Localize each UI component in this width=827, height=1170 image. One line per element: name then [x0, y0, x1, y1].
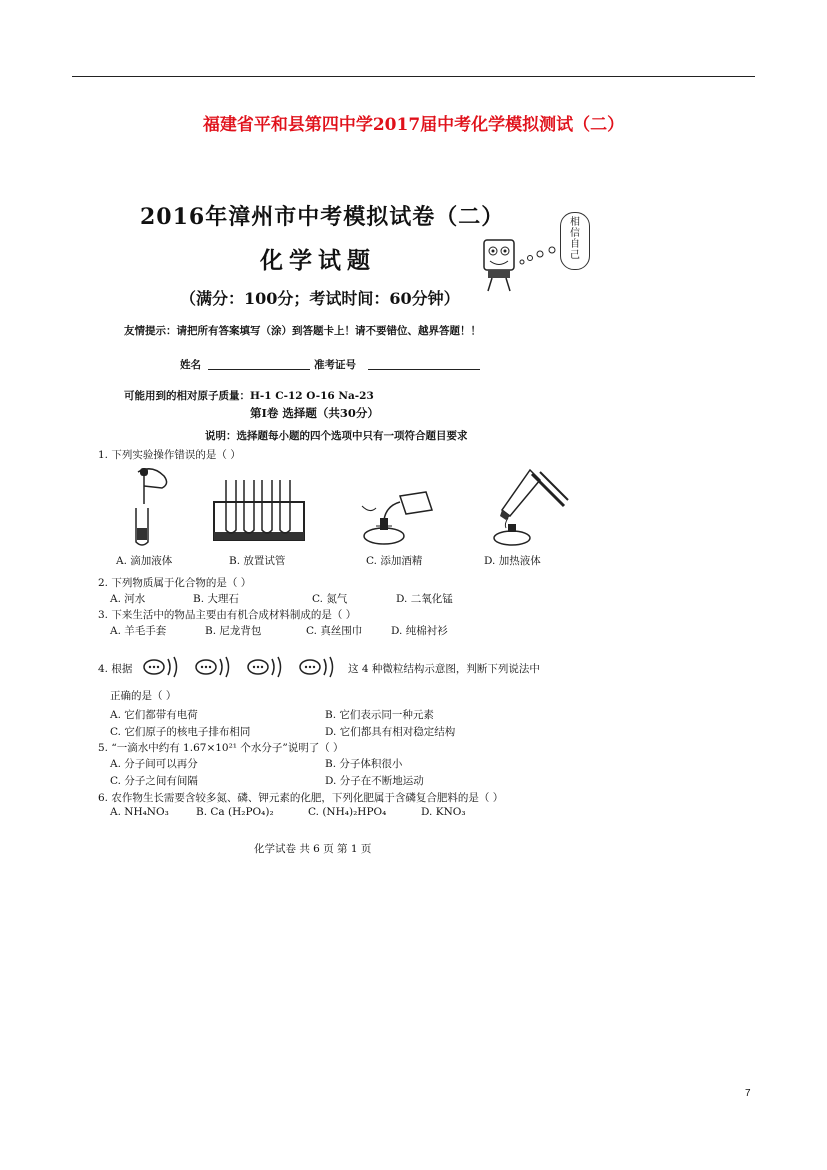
q1-option-d: D. 加热液体	[484, 555, 541, 567]
question-5-stem: 5. “一滴水中约有 1.67×10²¹ 个水分子”说明了（ ）	[98, 742, 344, 754]
id-label: 准考证号	[314, 359, 356, 371]
q3-option-b: B. 尼龙背包	[205, 625, 262, 637]
q4-option-a: A. 它们都带有电荷	[110, 709, 198, 721]
q4-option-b: B. 它们表示同一种元素	[325, 709, 434, 721]
dropper-diagram	[118, 466, 178, 548]
q2-option-b: B. 大理石	[193, 593, 239, 605]
question-1-stem: 1. 下列实验操作错误的是（ ）	[98, 449, 241, 461]
question-2-stem: 2. 下列物质属于化合物的是（ ）	[98, 577, 252, 589]
q5-option-a: A. 分子间可以再分	[110, 758, 198, 770]
name-blank	[208, 369, 310, 370]
q6-option-b: B. Ca (H₂PO₄)₂	[196, 806, 274, 818]
q2-option-c: C. 氮气	[312, 593, 348, 605]
alcohol-lamp-diagram	[356, 484, 446, 548]
document-title: 福建省平和县第四中学2017届中考化学模拟测试（二）	[202, 115, 625, 135]
q6-option-a: A. NH₄NO₃	[110, 806, 169, 818]
name-label: 姓名	[180, 359, 201, 371]
q3-option-a: A. 羊毛手套	[110, 625, 167, 637]
exam-subject: 化学试题	[260, 247, 376, 274]
q3-option-d: D. 纯棉衬衫	[391, 625, 448, 637]
q5-option-d: D. 分子在不断地运动	[325, 775, 424, 787]
page-number: 7	[745, 1088, 751, 1099]
exam-footer: 化学试卷 共 6 页 第 1 页	[254, 843, 372, 855]
q2-option-d: D. 二氧化锰	[396, 593, 453, 605]
q1-option-c: C. 添加酒精	[366, 555, 423, 567]
q1-option-b: B. 放置试管	[229, 555, 286, 567]
q4-option-d: D. 它们都具有相对稳定结构	[325, 726, 456, 738]
question-4-stem-line2: 正确的是（ ）	[110, 690, 177, 702]
question-6-stem: 6. 农作物生长需要含较多氮、磷、钾元素的化肥，下列化肥属于含磷复合肥料的是（ ）	[98, 792, 504, 804]
cartoon-figure	[478, 236, 558, 296]
test-tube-rack-diagram	[212, 476, 308, 548]
exam-tip: 友情提示：请把所有答案填写（涂）到答题卡上！请不要错位、越界答题！！	[124, 325, 481, 337]
heating-liquid-diagram	[480, 466, 570, 548]
question-4-stem-suffix: 这 4 种微粒结构示意图，判断下列说法中	[348, 663, 540, 675]
id-blank	[368, 369, 480, 370]
question-3-stem: 3. 下来生活中的物品主要由有机合成材料制成的是（ ）	[98, 609, 357, 621]
q5-option-b: B. 分子体积很小	[325, 758, 403, 770]
atomic-masses: 可能用到的相对原子质量：H-1 C-12 O-16 Na-23	[124, 390, 374, 402]
exam-meta: （满分：100分；考试时间：60分钟）	[180, 289, 460, 308]
header-rule	[72, 76, 755, 77]
q1-option-a: A. 滴加液体	[116, 555, 173, 567]
q4-option-c: C. 它们原子的核电子排布相同	[110, 726, 251, 738]
question-4-stem-prefix: 4. 根据	[98, 663, 133, 675]
particle-structure-diagrams	[138, 650, 344, 684]
section-title: 第Ⅰ卷 选择题（共30分）	[250, 406, 379, 420]
section-note: 说明：选择题每小题的四个选项中只有一项符合题目要求	[205, 430, 468, 442]
q6-option-c: C. (NH₄)₂HPO₄	[308, 806, 387, 818]
q5-option-c: C. 分子之间有间隔	[110, 775, 198, 787]
q6-option-d: D. KNO₃	[421, 806, 466, 818]
exam-title: 2016年漳州市中考模拟试卷（二）	[140, 204, 505, 230]
cartoon-speech-bubble: 相 信 自 己	[560, 212, 590, 270]
q2-option-a: A. 河水	[110, 593, 146, 605]
q3-option-c: C. 真丝围巾	[306, 625, 363, 637]
